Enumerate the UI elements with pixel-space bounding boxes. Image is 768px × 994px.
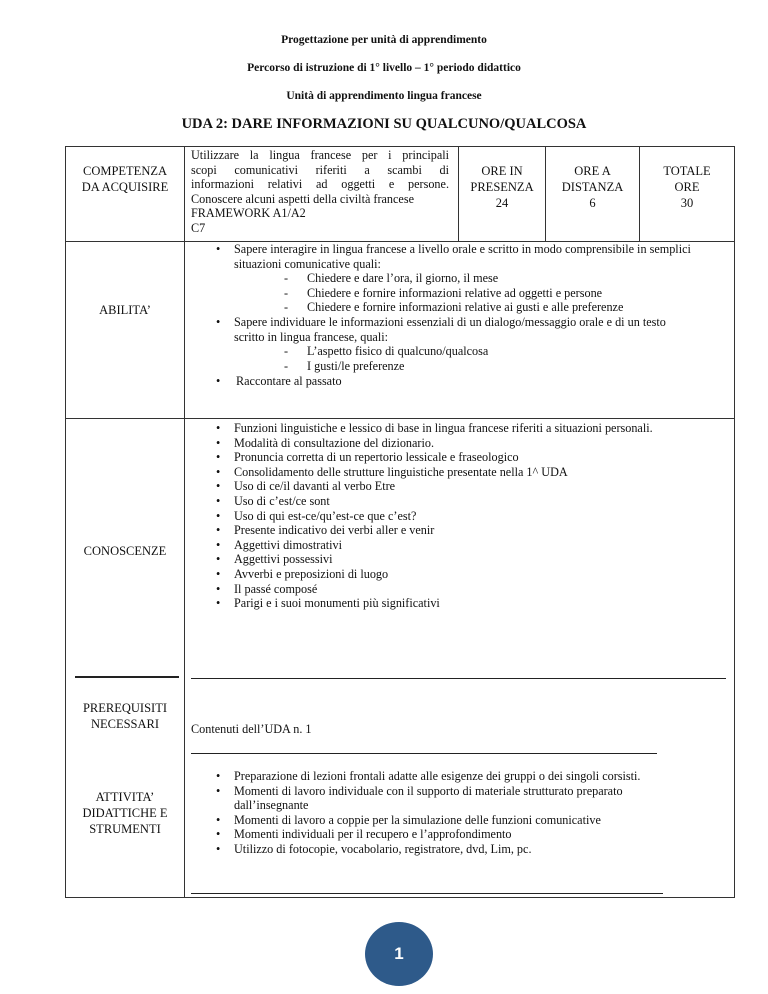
totale-ore: TOTALE ORE 30: [663, 164, 711, 210]
list-item: • Aggettivi dimostrativi: [212, 538, 730, 553]
list-item: - L’aspetto fisico di qualcuno/qualcosa: [212, 344, 730, 359]
list-item: • Il passé composé: [212, 582, 730, 597]
list-item: • Presente indicativo dei verbi aller e venir: [212, 523, 730, 538]
list-item: • Consolidamento delle strutture linguistiche presentate nella 1^ UDA: [212, 465, 730, 480]
list-item: • Momenti individuali per il recupero e l’approfondimento: [212, 827, 730, 842]
list-item: • Funzioni linguistiche e lessico di base in lingua francese riferiti a situazioni personali.: [212, 421, 730, 436]
list-item: • Sapere interagire in lingua francese a livello orale e scritto in modo comprensibile in semplici situazioni comunicative quali:: [212, 242, 730, 271]
list-item: • Raccontare al passato: [212, 374, 730, 389]
separator-line: [191, 753, 657, 754]
abilita-label: ABILITA’: [99, 303, 151, 317]
list-item: - Chiedere e fornire informazioni relative ai gusti e alle preferenze: [212, 300, 730, 315]
separator-line: [75, 676, 179, 678]
separator-line: [191, 893, 663, 894]
abilita-list: [212, 242, 730, 389]
list-item: • Aggettivi possessivi: [212, 552, 730, 567]
list-item: • Avverbi e preposizioni di luogo: [212, 567, 730, 582]
list-item: • Sapere individuare le informazioni essenziali di un dialogo/messaggio orale e di un testo scritto in lingua francese, quali:: [212, 315, 730, 344]
separator-line: [191, 678, 726, 679]
page-number-badge: 1: [365, 922, 433, 986]
ore-presenza: ORE IN PRESENZA 24: [470, 164, 534, 210]
list-item: • Momenti di lavoro a coppie per la simulazione delle funzioni comunicative: [212, 813, 730, 828]
list-item: - Chiedere e fornire informazioni relative ad oggetti e persone: [212, 286, 730, 301]
list-item: • Uso di qui est-ce/qu’est-ce que c’est?: [212, 509, 730, 524]
header-title: Progettazione per unità di apprendimento: [281, 34, 487, 46]
competenza-label: COMPETENZA DA ACQUISIRE: [81, 164, 169, 194]
conoscenze-label: CONOSCENZE: [83, 544, 167, 558]
prerequisiti-label: PREREQUISITI NECESSARI: [82, 701, 168, 731]
list-item: • Preparazione di lezioni frontali adatte alle esigenze dei gruppi o dei singoli corsisti.: [212, 769, 730, 784]
list-item: • Pronuncia corretta di un repertorio lessicale e fraseologico: [212, 450, 730, 465]
conoscenze-list: [212, 421, 730, 611]
attivita-label: ATTIVITA’ DIDATTICHE E STRUMENTI: [82, 790, 168, 836]
list-item: • Uso di c’est/ce sont: [212, 494, 730, 509]
ore-distanza: ORE A DISTANZA 6: [561, 164, 624, 210]
prerequisiti-text: Contenuti dell’UDA n. 1: [191, 722, 312, 736]
list-item: • Modalità di consultazione del dizionario.: [212, 436, 730, 451]
attivita-list: [212, 769, 730, 857]
header-language: Unità di apprendimento lingua francese: [286, 90, 482, 102]
list-item: • Uso di ce/il davanti al verbo Etre: [212, 479, 730, 494]
list-item: - Chiedere e dare l’ora, il giorno, il mese: [212, 271, 730, 286]
list-item: • Parigi e i suoi monumenti più significativi: [212, 596, 730, 611]
list-item: • Momenti di lavoro individuale con il supporto di materiale strutturato preparato dall’insegnante: [212, 784, 730, 813]
uda-title: UDA 2: DARE INFORMAZIONI SU QUALCUNO/QUALCOSA: [181, 116, 587, 132]
list-item: - I gusti/le preferenze: [212, 359, 730, 374]
header-subtitle: Percorso di istruzione di 1° livello – 1° periodo didattico: [247, 62, 521, 74]
list-item: • Utilizzo di fotocopie, vocabolario, registratore, dvd, Lim, pc.: [212, 842, 730, 857]
competenza-text: Utilizzare la lingua francese per i principali scopi comunicativi riferiti a scambi di informazioni relativi ad oggetti e persone. Conoscere alcuni aspetti della civiltà francese FRAMEWORK A1/A2 C7: [191, 148, 449, 235]
